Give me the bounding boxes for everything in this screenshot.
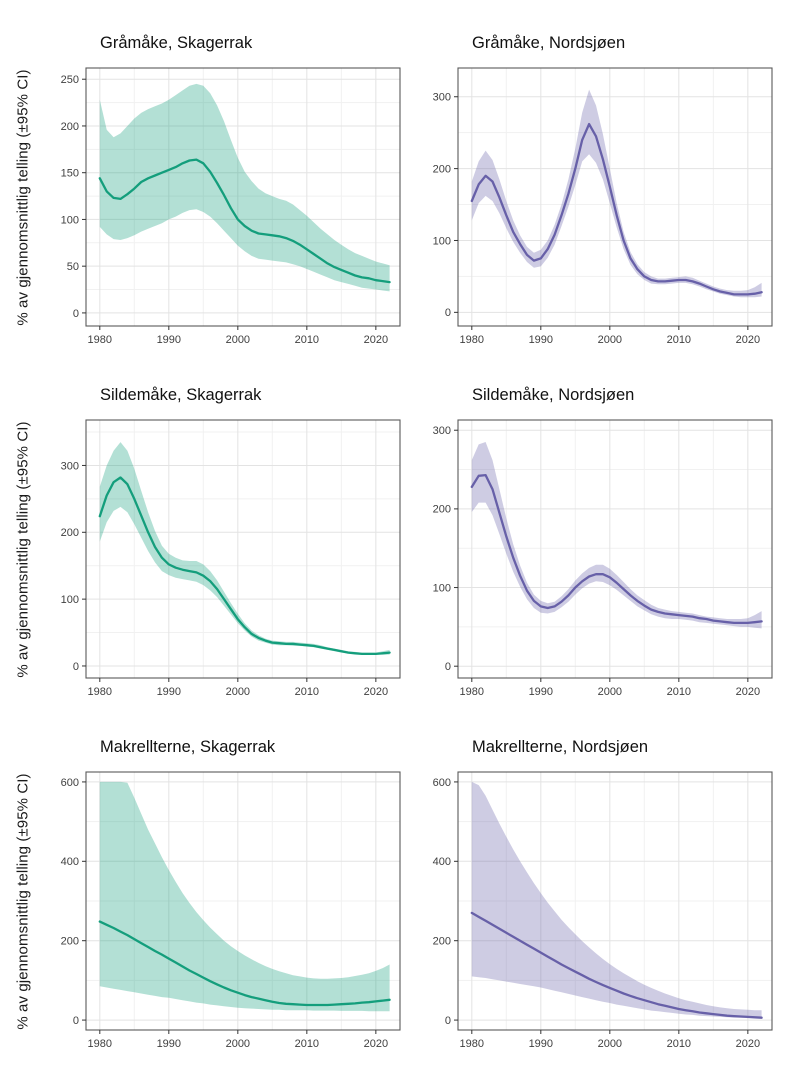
svg-text:2010: 2010	[666, 1038, 692, 1050]
chart-cell-gramake-skagerrak	[46, 32, 412, 362]
svg-text:2020: 2020	[735, 686, 761, 698]
figure-row-makrellterne	[0, 736, 800, 1066]
svg-text:1990: 1990	[156, 686, 182, 698]
chart-cell-makrellterne-skagerrak	[46, 736, 412, 1066]
svg-text:200: 200	[432, 503, 451, 516]
y-axis-label	[0, 32, 46, 362]
y-axis-label	[0, 384, 46, 714]
svg-text:2020: 2020	[735, 334, 761, 346]
svg-text:600: 600	[60, 776, 79, 789]
svg-text:2000: 2000	[225, 686, 251, 698]
svg-text:1990: 1990	[156, 1038, 182, 1050]
svg-text:100: 100	[60, 214, 79, 227]
svg-text:1980: 1980	[459, 334, 485, 346]
svg-text:1990: 1990	[528, 686, 554, 698]
svg-text:2020: 2020	[363, 334, 389, 346]
line-chart-makrellterne-nordsjoen	[418, 766, 784, 1066]
chart-title: Gråmåke, Nordsjøen	[472, 34, 626, 52]
svg-text:2010: 2010	[666, 334, 692, 346]
chart-title: Makrellterne, Nordsjøen	[472, 738, 649, 756]
svg-text:300: 300	[432, 91, 451, 104]
line-chart-sildemake-nordsjoen	[418, 414, 784, 714]
chart-cell-makrellterne-nordsjoen	[418, 736, 784, 1066]
svg-text:100: 100	[60, 593, 79, 606]
svg-text:0: 0	[444, 307, 451, 320]
svg-text:1990: 1990	[156, 334, 182, 346]
svg-text:200: 200	[60, 527, 79, 540]
figure-row-sildemake	[0, 384, 800, 714]
svg-text:200: 200	[432, 935, 451, 948]
svg-text:50: 50	[66, 261, 79, 274]
line-chart-sildemake-skagerrak	[46, 414, 412, 714]
chart-title: Makrellterne, Skagerrak	[100, 738, 276, 756]
svg-text:300: 300	[432, 425, 451, 438]
svg-text:300: 300	[60, 460, 79, 473]
svg-text:1980: 1980	[87, 1038, 113, 1050]
svg-text:1980: 1980	[87, 334, 113, 346]
svg-text:100: 100	[432, 582, 451, 595]
figure-row-gramake	[0, 32, 800, 362]
chart-cell-sildemake-nordsjoen	[418, 384, 784, 714]
chart-title: Sildemåke, Skagerrak	[100, 386, 262, 404]
svg-text:150: 150	[60, 167, 79, 180]
chart-title: Gråmåke, Skagerrak	[100, 34, 253, 52]
svg-text:2000: 2000	[597, 686, 623, 698]
svg-text:600: 600	[432, 776, 451, 789]
chart-title: Sildemåke, Nordsjøen	[472, 386, 635, 404]
chart-cell-sildemake-skagerrak	[46, 384, 412, 714]
svg-text:2010: 2010	[294, 686, 320, 698]
svg-text:0: 0	[444, 1014, 451, 1027]
y-axis-label-text: % av gjennomsnittlig telling (±95% CI)	[14, 420, 32, 678]
svg-text:2010: 2010	[294, 1038, 320, 1050]
svg-text:1980: 1980	[459, 1038, 485, 1050]
svg-text:2000: 2000	[597, 334, 623, 346]
svg-text:0: 0	[72, 660, 79, 673]
svg-text:2020: 2020	[735, 1038, 761, 1050]
svg-text:400: 400	[432, 856, 451, 869]
svg-text:2000: 2000	[597, 1038, 623, 1050]
line-chart-gramake-nordsjoen	[418, 62, 784, 362]
svg-text:200: 200	[60, 120, 79, 133]
svg-text:200: 200	[432, 163, 451, 176]
svg-text:250: 250	[60, 74, 79, 87]
svg-text:1990: 1990	[528, 334, 554, 346]
svg-text:1980: 1980	[87, 686, 113, 698]
svg-text:0: 0	[72, 307, 79, 320]
svg-text:2000: 2000	[225, 334, 251, 346]
svg-text:1980: 1980	[459, 686, 485, 698]
y-axis-label	[0, 736, 46, 1066]
chart-cell-gramake-nordsjoen	[418, 32, 784, 362]
y-axis-label-text: % av gjennomsnittlig telling (±95% CI)	[14, 68, 32, 326]
svg-text:0: 0	[72, 1014, 79, 1027]
svg-text:100: 100	[432, 235, 451, 248]
svg-text:400: 400	[60, 856, 79, 869]
svg-text:1990: 1990	[528, 1038, 554, 1050]
line-chart-makrellterne-skagerrak	[46, 766, 412, 1066]
svg-text:2020: 2020	[363, 1038, 389, 1050]
y-axis-label-text: % av gjennomsnittlig telling (±95% CI)	[14, 772, 32, 1030]
svg-text:2020: 2020	[363, 686, 389, 698]
svg-text:2000: 2000	[225, 1038, 251, 1050]
line-chart-gramake-skagerrak	[46, 62, 412, 362]
svg-text:2010: 2010	[666, 686, 692, 698]
svg-text:0: 0	[444, 661, 451, 674]
svg-text:2010: 2010	[294, 334, 320, 346]
svg-text:200: 200	[60, 935, 79, 948]
